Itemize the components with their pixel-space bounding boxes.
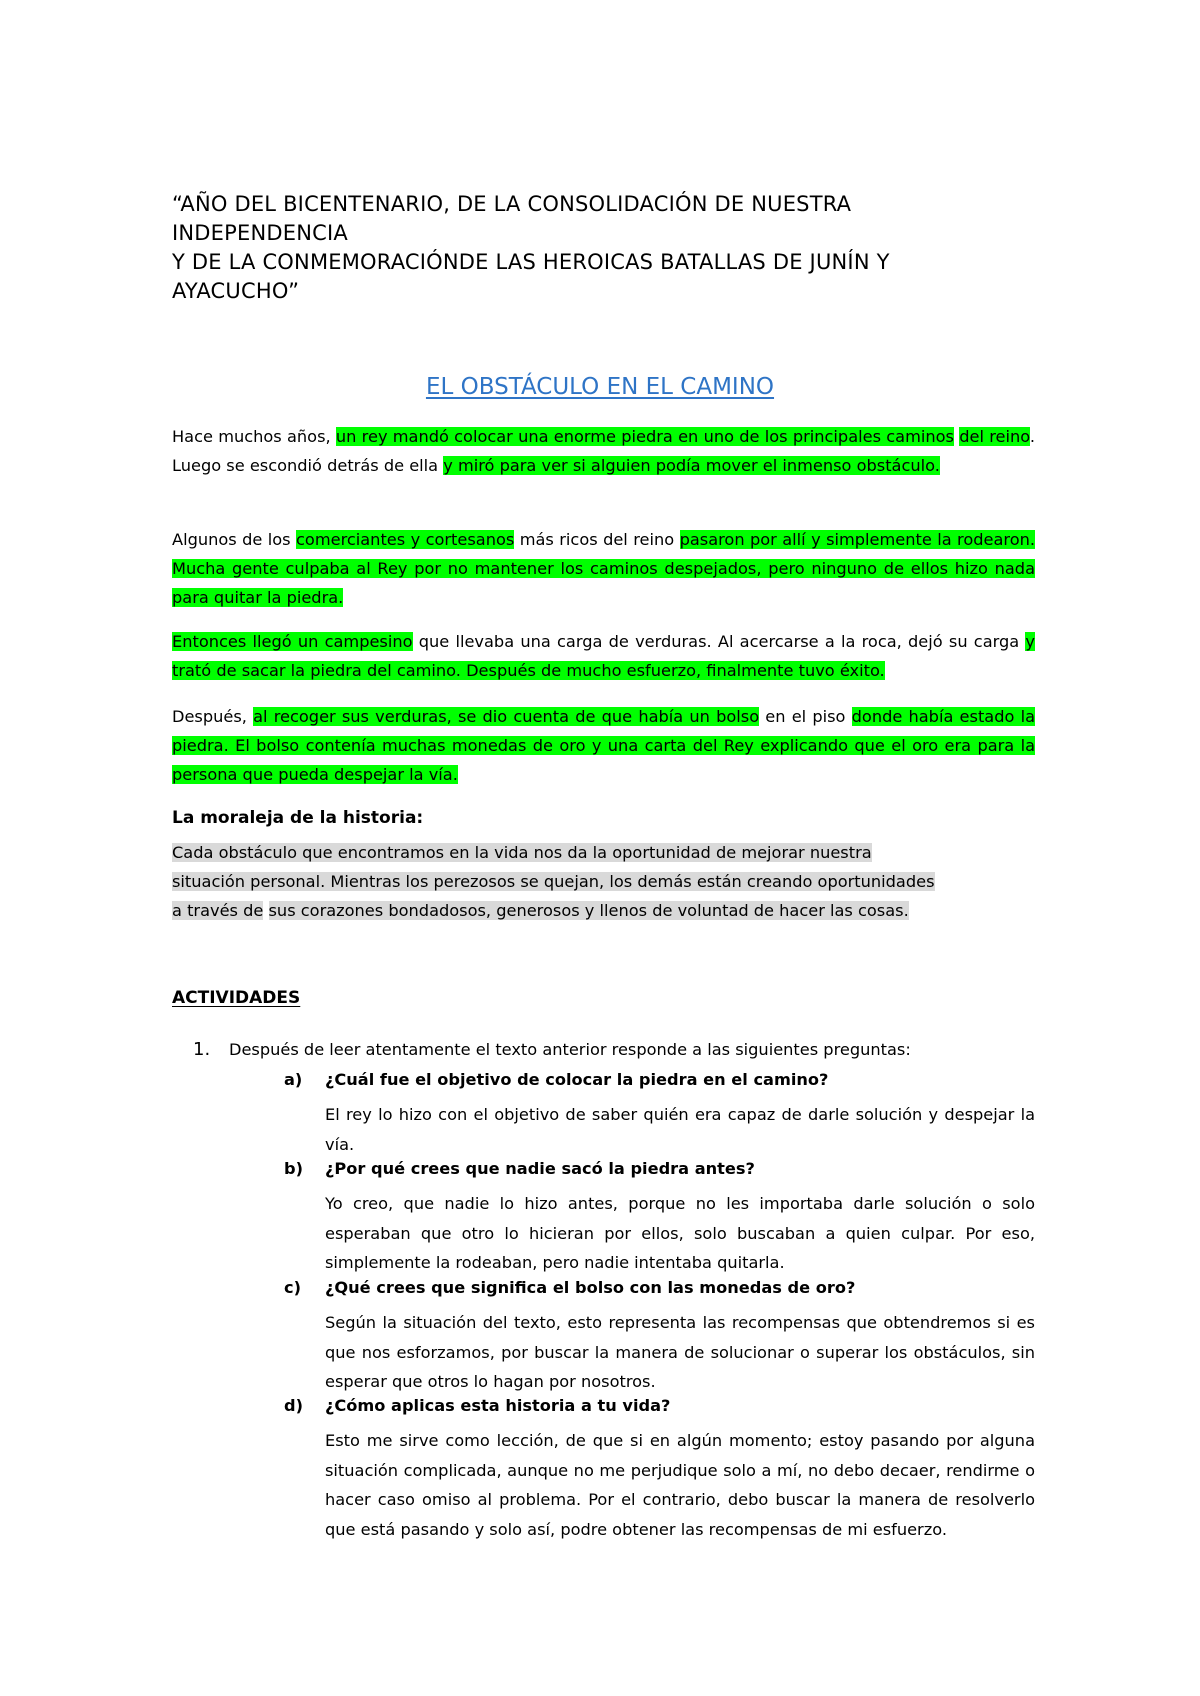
question-text: ¿Qué crees que significa el bolso con las monedas de oro?: [325, 1278, 856, 1297]
shaded-text: Cada obstáculo que encontramos en la vida nos da la oportunidad de mejorar nuestra: [172, 843, 872, 862]
question-letter: a): [284, 1070, 303, 1089]
highlighted-text: al recoger sus verduras, se dio cuenta de que había un bolso: [253, 707, 760, 726]
moral-heading: La moraleja de la historia:: [172, 808, 424, 828]
shaded-text: sus corazones bondadosos, generosos y llenos de voluntad de hacer las cosas.: [268, 901, 909, 920]
year-header: [172, 190, 1072, 306]
highlighted-text: un rey mandó colocar una enorme piedra en uno de los principales caminos: [335, 427, 954, 446]
answer-text: Yo creo, que nadie lo hizo antes, porque no les importaba darle solución o solo esperaban que otro lo hicieran por ellos, solo buscaban a quien culpar. Por eso, simplemente la rodeaban, pero nadie intentaba quitarla.: [325, 1194, 1035, 1272]
text-run: [263, 901, 268, 920]
highlighted-text: comerciantes y cortesanos: [296, 530, 515, 549]
answer-text: El rey lo hizo con el objetivo de saber quién era capaz de darle solución y despejar la vía.: [325, 1105, 1035, 1154]
question-letter: c): [284, 1278, 301, 1297]
story-paragraph-1: [172, 422, 1035, 480]
highlighted-text: y trató de sacar la piedra del camino. Después de mucho esfuerzo, finalmente tuvo éxito.: [172, 632, 1035, 680]
highlighted-text: del reino: [959, 427, 1030, 446]
header-line: INDEPENDENCIA: [172, 221, 348, 245]
question-text: ¿Cómo aplicas esta historia a tu vida?: [325, 1396, 671, 1415]
activity-1-text: Después de leer atentamente el texto anterior responde a las siguientes preguntas:: [229, 1040, 911, 1059]
highlighted-text: pasaron por allí y simplemente la rodearon. Mucha gente culpaba al Rey por no mantener los caminos despejados, pero ninguno de ellos hizo nada para quitar la piedra.: [172, 530, 1036, 607]
list-number: 1.: [193, 1039, 211, 1060]
moral-line: [172, 867, 1032, 896]
text-run: Después,: [172, 707, 254, 726]
shaded-text: personal. Mientras los perezosos se quejan, los demás están creando oportunidades: [245, 872, 935, 891]
question-letter: b): [284, 1159, 303, 1178]
shaded-text: situación: [172, 872, 246, 891]
header-line: “AÑO DEL BICENTENARIO, DE LA CONSOLIDACIÓN DE NUESTRA: [172, 192, 852, 216]
text-run: en el piso: [759, 707, 852, 726]
moral-line: [172, 896, 1032, 925]
activities-heading: ACTIVIDADES: [172, 988, 301, 1008]
header-line: Y DE LA CONMEMORACIÓNDE LAS HEROICAS BATALLAS DE JUNÍN Y: [172, 250, 890, 274]
question-letter: d): [284, 1396, 303, 1415]
answer-text: Según la situación del texto, esto representa las recompensas que obtendremos si es que nos esforzamos, por buscar la manera de solucionar o superar los obstáculos, sin esperar que otros lo hagan por nosotros.: [325, 1313, 1035, 1391]
answer-text: Esto me sirve como lección, de que si en algún momento; estoy pasando por alguna situación complicada, aunque no me perjudique solo a mí, no debo decaer, rendirme o hacer caso omiso al problema. Por el contrario, debo buscar la manera de resolverlo que está pasando y solo así, podre obtener las recompensas de mi esfuerzo.: [325, 1431, 1035, 1539]
question-text: ¿Por qué crees que nadie sacó la piedra antes?: [325, 1159, 755, 1178]
text-run: más ricos del reino: [514, 530, 680, 549]
activity-1: [193, 1039, 911, 1060]
highlighted-text: y miró para ver si alguien podía mover el inmenso obstáculo.: [443, 456, 940, 475]
highlighted-text: donde había estado la piedra. El bolso contenía muchas monedas de oro y una carta del Rey explicando que el oro era para la persona que pueda despejar la vía.: [172, 707, 1035, 784]
text-run: que llevaba una carga de verduras. Al acercarse a la roca, dejó su carga: [412, 632, 1026, 651]
story-paragraph-3: [172, 627, 1035, 685]
question-text: ¿Cuál fue el objetivo de colocar la piedra en el camino?: [325, 1070, 829, 1089]
story-paragraph-2: [172, 525, 1035, 612]
highlighted-text: Entonces llegó un campesino: [172, 632, 413, 651]
story-paragraph-4: [172, 702, 1035, 789]
moral-text: [172, 838, 1032, 925]
story-title: [0, 374, 1200, 400]
story-title-text: EL OBSTÁCULO EN EL CAMINO: [425, 374, 775, 400]
header-line: AYACUCHO”: [172, 279, 300, 303]
text-run: Hace muchos años,: [172, 427, 336, 446]
shaded-text: a través de: [172, 901, 264, 920]
text-run: Algunos de los: [172, 530, 297, 549]
text-run: . Luego se escondió detrás de ella: [172, 427, 1035, 475]
moral-line: [172, 838, 1032, 867]
